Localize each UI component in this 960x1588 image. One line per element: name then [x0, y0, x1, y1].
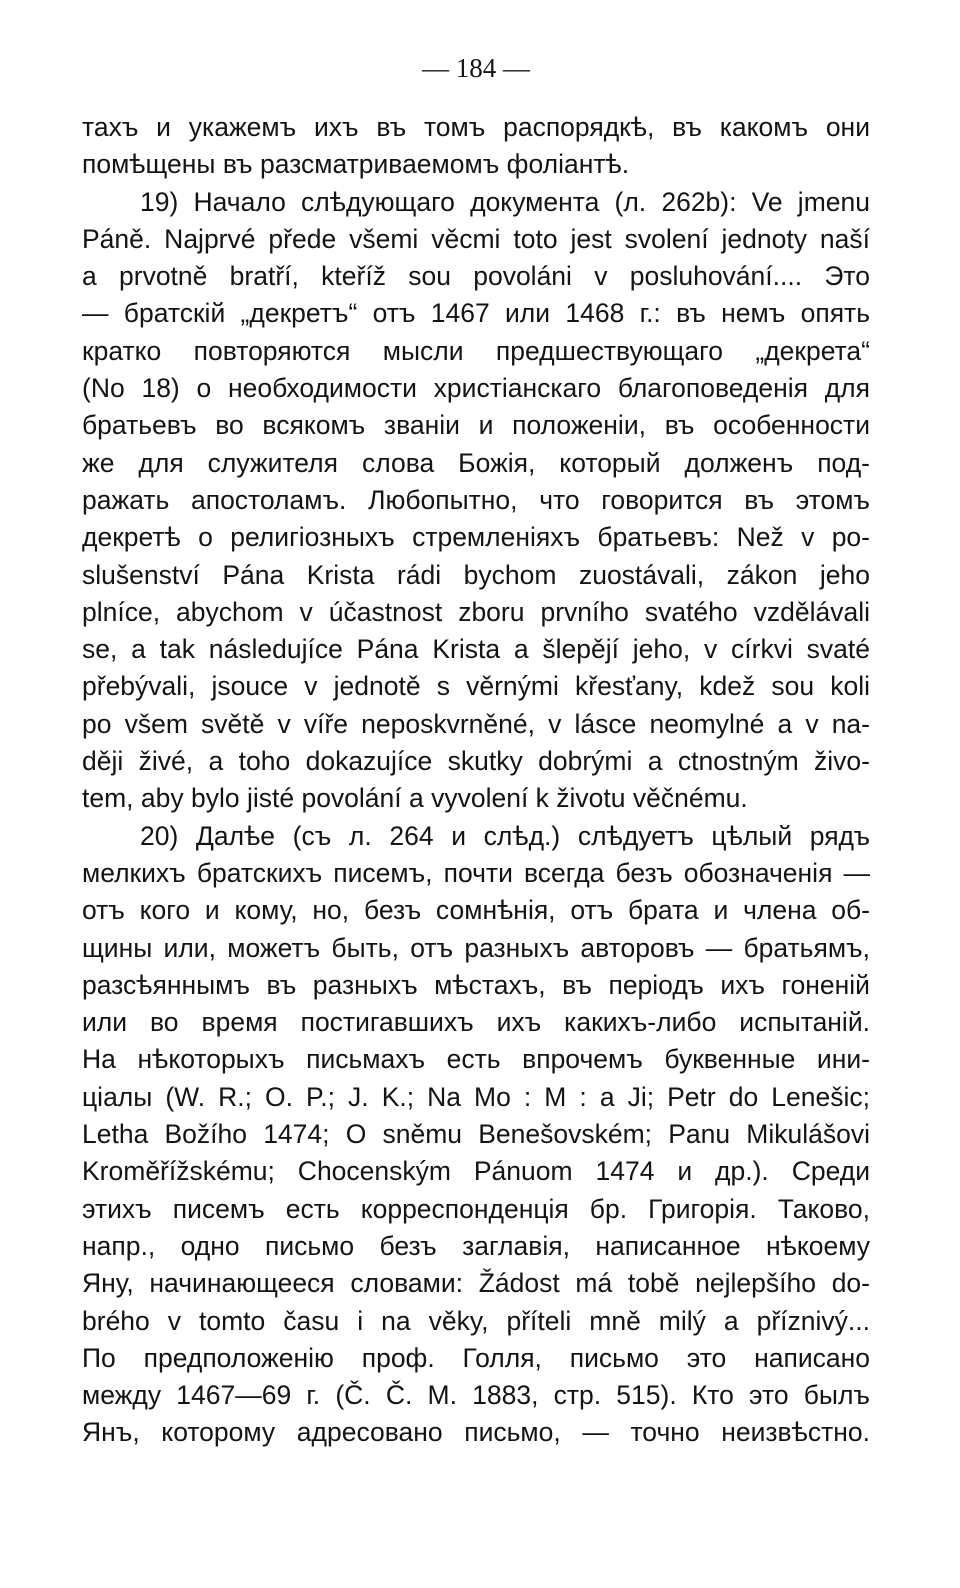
text-line: po všem světě v víře neposkvrněné, v lásce neomylné a v na- — [82, 708, 870, 739]
text-line: (No 18) о необходимости христіанскаго благоповеденія для — [82, 373, 870, 404]
text-line: или во время постигавшихъ ихъ какихъ-либо испытаній. — [82, 1007, 870, 1038]
text-line: отъ кого и кому, но, безъ сомнѣнія, отъ брата и члена об- — [82, 895, 870, 926]
text-line: На нѣкоторыхъ письмахъ есть впрочемъ буквенные ини- — [82, 1044, 870, 1075]
text-line: декретѣ о религіозныхъ стремленіяхъ братьевъ: Než v po- — [82, 522, 870, 553]
text-line: этихъ писемъ есть корреспонденція бр. Григорія. Таково, — [82, 1193, 870, 1224]
text-line: между 1467—69 г. (Č. Č. M. 1883, стр. 515). Кто это былъ — [82, 1380, 870, 1411]
page-number: — 184 — — [422, 53, 530, 83]
text-line: мелкихъ братскихъ писемъ, почти всегда безъ обозначенія — — [82, 857, 870, 888]
text-line: тахъ и укажемъ ихъ въ томъ распорядкѣ, въ какомъ они — [82, 112, 870, 142]
text-line: разсѣяннымъ въ разныхъ мѣстахъ, въ періодъ ихъ гоненій — [82, 969, 870, 1000]
text-line: — братскій „декретъ“ отъ 1467 или 1468 г.: въ немъ опять — [82, 298, 870, 329]
text-line: кратко повторяются мысли предшествующаго „декрета“ — [82, 335, 870, 366]
text-line: 19) Начало слѣдующаго документа (л. 262b): Ve jmenu — [140, 186, 870, 217]
text-line: brého v tomto času i na věky, příteli mně milý a příznivý... — [82, 1305, 870, 1336]
text-line: ději živé, a toho dokazujíce skutky dobrými a ctnostným živo- — [82, 746, 870, 777]
body-text — [82, 109, 870, 1452]
text-line: братьевъ во всякомъ званіи и положеніи, въ особенности — [82, 410, 870, 441]
text-line: 20) Далѣе (съ л. 264 и слѣд.) слѣдуетъ цѣлый рядъ — [140, 820, 870, 851]
text-line: tem, aby bylo jisté povolání a vyvolení k životu věčnému. — [82, 783, 748, 814]
text-line: помѣщены въ разсматриваемомъ фоліантѣ. — [82, 149, 630, 180]
text-line: По предположенію проф. Голля, письмо это написано — [82, 1342, 870, 1373]
text-line: slušenství Pána Krista rádi bychom zuostávali, zákon jeho — [82, 559, 870, 590]
text-line: Kroměřížskému; Chocenským Pánuom 1474 и др.). Среди — [82, 1156, 870, 1187]
text-line: přebývali, jsouce v jednotě s věrnými křesťany, kdež sou koli — [82, 671, 870, 702]
text-line: Páně. Najprvé přede všemi věcmi toto jest svolení jednoty naší — [82, 223, 870, 254]
book-page — [82, 48, 870, 1452]
text-line: se, a tak následujíce Pána Krista a šlepějí jeho, v církvi svaté — [82, 634, 870, 665]
text-line: Letha Božího 1474; O sněmu Benešovském; Panu Mikulášovi — [82, 1119, 870, 1150]
text-line: напр., одно письмо безъ заглавія, написанное нѣкоему — [82, 1230, 870, 1261]
text-line: Яну, начинающееся словами: Žádost má tobě nejlepšího do- — [82, 1268, 870, 1299]
text-line: щины или, можетъ быть, отъ разныхъ авторовъ — братьямъ, — [82, 932, 870, 963]
text-line: ражать апостоламъ. Любопытно, что говорится въ этомъ — [82, 484, 870, 515]
text-line: a prvotně bratří, kteříž sou povoláni v posluhování.... Это — [82, 261, 870, 292]
text-line: Янъ, которому адресовано письмо, — точно неизвѣстно. — [82, 1417, 870, 1448]
text-line: ціалы (W. R.; O. P.; J. K.; Na Mo : M : a Ji; Petr do Lenešic; — [82, 1081, 870, 1112]
text-line: plníce, abychom v účastnost zboru prvního svatého vzdělávali — [82, 596, 870, 627]
text-line: же для служителя слова Божія, который долженъ под- — [82, 447, 870, 478]
